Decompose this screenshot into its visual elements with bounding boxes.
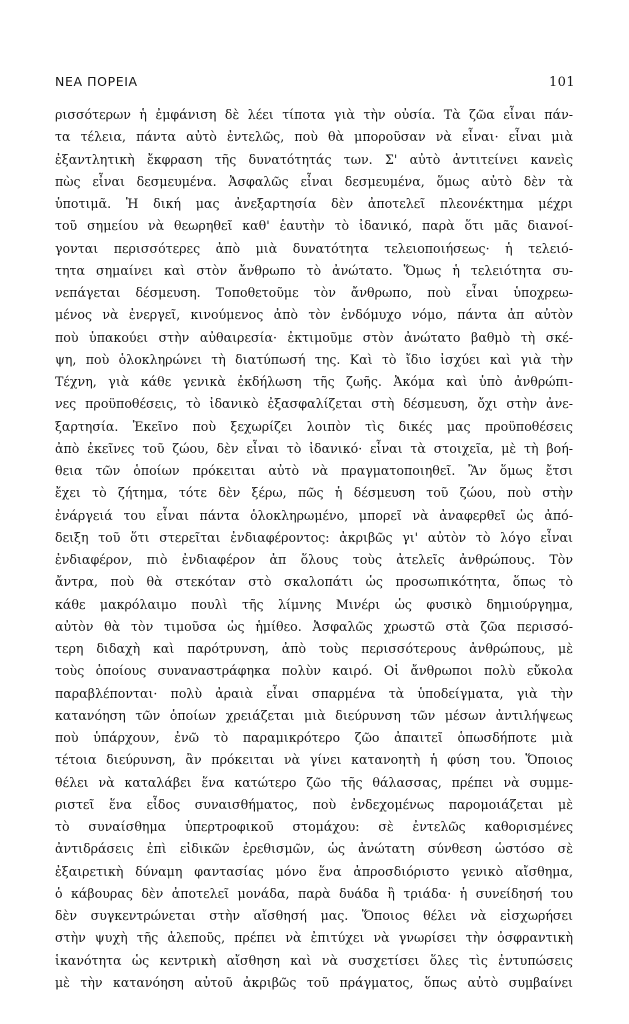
text-line: τα τέλεια, πάντα αὐτὸ ἐντελῶς, ποὺ θὰ μποροῦσαν νὰ εἶναι· εἶναι μιὰ <box>55 129 573 145</box>
text-line: μὲ τὴν κατανόηση αὐτοῦ ἀκριβῶς τοῦ πράγματος, ὅπως αὐτὸ συμβαίνει <box>55 974 573 990</box>
text-line: ριστεῖ ἕνα εἶδος συναισθήματος, ποὺ ἐνδεχομένως παρομοιάζεται μὲ <box>55 796 573 812</box>
text-line: Τέχνη, γιὰ κάθε γενικὰ ἐκδήλωση τῆς ζωῆς. Ἀκόμα καὶ ὑπὸ ἀνθρώπι- <box>55 374 573 389</box>
text-line: δειξη τοῦ ὅτι στερεῖται ἐνδιαφέροντος: ἀκριβῶς γι' αὐτὸν τὸ λόγο εἶναι <box>55 529 573 545</box>
text-line: ἐνάργειά του εἶναι πάντα ὁλοκληρωμένο, μπορεῖ νὰ ἀναφερθεῖ ὡς ἀπό- <box>55 507 573 523</box>
text-line: αὐτὸν θὰ τὸν τιμοῦσα ὡς ἡμίθεο. Ἀσφαλῶς χρωστῶ στὰ ζῶα περισσό- <box>55 618 573 634</box>
text-line: γονται περισσότερες ἀπὸ μιὰ δυνατότητα τελειοποιήσεως· ἡ τελειό- <box>55 240 573 256</box>
text-line: ἀπὸ ἐκεῖνες τοῦ ζώου, δὲν εἶναι τὸ ἰδανικό· εἶναι τὰ στοιχεῖα, μὲ τὴ βοή- <box>55 440 573 456</box>
text-line: ἄντρα, ποὺ θὰ στεκόταν στὸ σκαλοπάτι ὡς προσωπικότητα, ὅπως τὸ <box>55 574 573 590</box>
text-line: μένος νὰ ἐνεργεῖ, κινούμενος ἀπὸ τὸν ἐνδόμυχο νόμο, πάντα ἀπ αὐτὸν <box>55 307 573 323</box>
text-line: ξαρτησία. Ἐκεῖνο ποὺ ξεχωρίζει λοιπὸν τὶς δικές μας προϋποθέσεις <box>55 418 573 434</box>
text-line: ποὺ ὑπάρχουν, ἐνῶ τὸ παραμικρότερο ζῶο ἀπαιτεῖ ὁπωσδήποτε μιὰ <box>55 730 573 745</box>
text-line: θέλει νὰ καταλάβει ἕνα κατώτερο ζῶο τῆς θάλασσας, πρέπει νὰ συμμε- <box>55 774 573 790</box>
text-line: τοὺς ὁποίους συναναστράφηκα πολὺν καιρό. Οἱ ἄνθρωποι πολὺ εὔκολα <box>55 663 573 679</box>
text-line: νες προϋποθέσεις, τὸ ἰδανικὸ ἐξασφαλίζεται στὴ δέσμευση, ὄχι στὴν ἀνε- <box>55 396 573 412</box>
text-line: ρισσότερων ἡ ἐμφάνιση δὲ λέει τίποτα γιὰ τὴν οὐσία. Τὰ ζῶα εἶναι πάν- <box>55 107 573 122</box>
text-line: ἐξαιρετικὴ δύναμη φαντασίας μόνο ἕνα ἀπροσδιόριστο γενικὸ αἴσθημα, <box>55 863 573 879</box>
text-line: κάθε μακρόλαιμο πουλὶ τῆς λίμνης Μινέρι ὡς φυσικὸ δημιούργημα, <box>55 596 573 612</box>
text-line: κατανόηση τῶν ὁποίων χρειάζεται μιὰ διεύρυνση τῶν μέσων ἀντιλήψεως <box>55 707 573 723</box>
text-line: ἐξαντλητικὴ ἔκφραση τῆς δυνατότητάς των. Σ' αὐτὸ ἀντιτείνει κανεὶς <box>55 151 573 167</box>
text-line: παραβλέπονται· πολὺ ἀραιὰ εἶναι σπαρμένα τὰ ὑποδείγματα, γιὰ τὴν <box>55 685 573 701</box>
text-line: τέτοια διεύρυνση, ἂν πρόκειται νὰ γίνει κατανοητὴ ἡ φύση του. Ὅποιος <box>55 752 573 768</box>
text-line: τοῦ σημείου νὰ θεωρηθεῖ καθ' ἑαυτὴν τὸ ἰδανικό, παρὰ ὅτι μᾶς διανοί- <box>55 218 573 234</box>
text-line: ἐνδιαφέρον, πιὸ ἐνδιαφέρον ἀπ ὅλους τοὺς ἀτελεῖς ἀνθρώπους. Τὸν <box>55 552 573 567</box>
text-line: στὴν ψυχὴ τῆς ἀλεποῦς, πρέπει νὰ ἐπιτύχει νὰ γνωρίσει τὴν ὀσφραντικὴ <box>55 930 573 946</box>
text-line: ποὺ ὑπακούει στὴν αὐθαιρεσία· ἐκτιμοῦμε στὸν ἀνώτατο βαθμὸ τὴ σκέ- <box>55 329 573 345</box>
text-line: ἔχει τὸ ζήτημα, τότε δὲν ξέρω, πῶς ἡ δέσμευση τοῦ ζώου, ποὺ στὴν <box>55 485 573 501</box>
running-title: ΝΕΑ ΠΟΡΕΙΑ <box>55 74 138 89</box>
text-line: θεια τῶν ὁποίων πρόκειται αὐτὸ νὰ πραγματοποιηθεῖ. Ἂν ὅμως ἔτσι <box>55 463 573 478</box>
text-line: πὼς εἶναι δεσμευμένα. Ἀσφαλῶς εἶναι δεσμευμένα, ὅμως αὐτὸ δὲν τὰ <box>55 173 573 189</box>
text-line: ὁ κάβουρας δὲν ἀποτελεῖ μονάδα, παρὰ δυάδα ἢ τριάδα· ἡ συνείδησή του <box>55 885 573 901</box>
text-line: τὸ συναίσθημα ὑπερτροφικοῦ στομάχου: σὲ ἐντελῶς καθορισμένες <box>55 819 573 834</box>
text-line: δὲν συγκεντρώνεται στὴν αἴσθησή μας. Ὅποιος θέλει νὰ εἰσχωρήσει <box>55 908 573 923</box>
text-line: νεπάγεται δέσμευση. Τοποθετοῦμε τὸν ἄνθρωπο, ποὺ εἶναι ὑποχρεω- <box>55 285 573 300</box>
page-number: 101 <box>548 75 575 90</box>
text-line: ὑποτιμᾶ. Ἡ δική μας ἀνεξαρτησία δὲν ἀποτελεῖ πλεονέκτημα μέχρι <box>55 196 573 211</box>
text-line: τερη διδαχὴ καὶ παρότρυνση, ἀπὸ τοὺς περισσότερους ἀνθρώπους, μὲ <box>55 641 573 656</box>
text-line: τητα σημαίνει καὶ στὸν ἄνθρωπο τὸ ἀνώτατο. Ὅμως ἡ τελειότητα συ- <box>55 262 573 278</box>
text-line: ἱκανότητα ὡς κεντρικὴ αἴσθηση καὶ νὰ συσχετίσει ὅλες τὶς ἐντυπώσεις <box>55 952 573 968</box>
text-line: ἀντιδράσεις ἐπὶ εἰδικῶν ἐρεθισμῶν, ὡς ἀνώτατη σύνθεση ὡστόσο σὲ <box>55 841 573 857</box>
running-header <box>55 74 575 92</box>
text-line: ψη, ποὺ ὁλοκληρώνει τὴ διατύπωσή της. Καὶ τὸ ἴδιο ἰσχύει καὶ γιὰ τὴν <box>55 351 573 367</box>
body-text <box>55 104 573 994</box>
